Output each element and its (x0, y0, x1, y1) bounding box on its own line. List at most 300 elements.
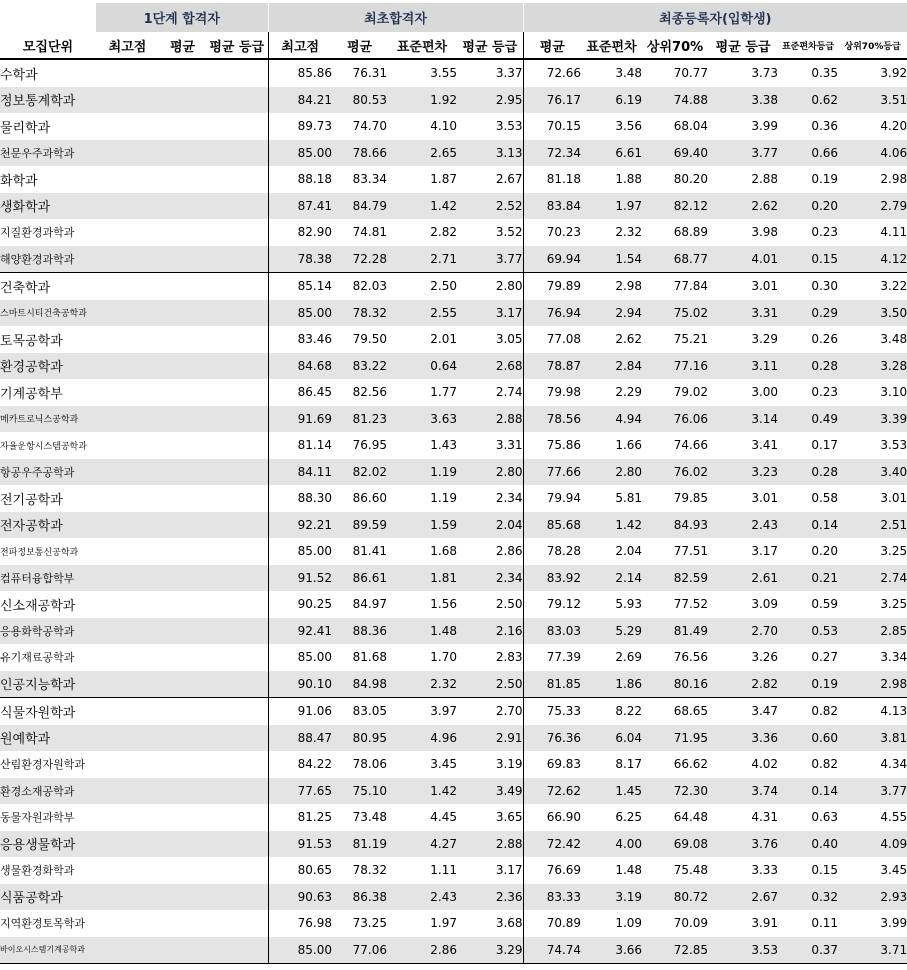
empty-cell-s1-avg (159, 671, 206, 698)
table-row (0, 406, 907, 433)
empty-cell-s1-max (96, 937, 159, 964)
value-cell-final-top70: 82.59 (642, 565, 708, 592)
unit-name-cell: 식물자원학과 (0, 698, 96, 725)
value-cell-final-top70-grade: 3.28 (838, 353, 907, 380)
empty-cell-s1-avg (159, 379, 206, 406)
col-header-unit: 모집단위 (0, 32, 96, 59)
value-cell-init-sd: 2.01 (430, 332, 457, 347)
value-cell-final-avg: 74.74 (523, 937, 581, 964)
value-cell-init-grade: 2.16 (457, 618, 523, 645)
value-cell-final-avg: 76.94 (523, 300, 581, 327)
value-cell-init-max: 84.21 (268, 87, 332, 114)
value-cell-init-grade: 2.86 (495, 544, 523, 559)
value-cell-init-avg: 81.23 (332, 406, 387, 433)
table-row (0, 140, 907, 167)
value-cell-init-sd: 1.81 (387, 565, 457, 592)
value-cell-final-top70: 68.77 (642, 246, 708, 273)
value-cell-init-grade: 2.83 (495, 650, 523, 665)
value-cell-final-avg: 66.90 (523, 804, 581, 831)
col-header-init-max: 최고점 (268, 32, 332, 59)
unit-name-cell: 산림환경자원학과 (0, 758, 86, 772)
table-row (0, 778, 907, 805)
value-cell-final-top70-grade: 3.22 (838, 273, 907, 300)
value-cell-final-top70-grade: 3.48 (880, 332, 907, 347)
value-cell-init-sd: 1.77 (430, 385, 457, 400)
empty-cell-s1-max (96, 459, 159, 486)
value-cell-init-max: 89.73 (268, 113, 332, 140)
value-cell-init-avg: 84.98 (332, 671, 387, 698)
unit-name-cell: 컴퓨터융합학부 (0, 565, 96, 592)
value-cell-final-avg: 70.89 (523, 910, 581, 937)
value-cell-init-grade: 2.50 (495, 597, 523, 612)
value-cell-final-avg: 76.69 (523, 857, 581, 884)
col-header-init-sd: 표준편차 (387, 32, 457, 59)
value-cell-init-sd: 1.97 (430, 916, 457, 931)
value-cell-final-sd-grade: 0.40 (778, 831, 838, 858)
col-header-s1-max: 최고점 (96, 32, 159, 59)
value-cell-init-sd: 1.70 (430, 650, 457, 665)
value-cell-final-avg: 79.98 (523, 379, 581, 406)
empty-cell-s1-max (96, 379, 159, 406)
value-cell-init-sd: 2.71 (387, 246, 457, 273)
value-cell-final-sd: 5.93 (615, 597, 643, 612)
empty-cell-s1-avg (159, 591, 206, 618)
group-header-blank (0, 3, 96, 32)
value-cell-final-avg: 76.17 (523, 87, 581, 114)
value-cell-final-sd-grade: 0.29 (778, 300, 838, 327)
empty-cell-s1-grade (206, 644, 268, 671)
value-cell-final-avg: 70.15 (523, 113, 581, 140)
empty-cell-s1-grade (206, 751, 268, 778)
empty-cell-s1-max (96, 804, 159, 831)
empty-cell-s1-grade (206, 804, 268, 831)
value-cell-init-max: 90.25 (268, 591, 332, 618)
table-row (0, 459, 907, 486)
value-cell-final-avg: 79.89 (523, 273, 581, 300)
empty-cell-s1-grade (206, 857, 268, 884)
empty-cell-s1-max (96, 725, 159, 752)
group-header-final-enrolled: 최종등록자(입학생) (523, 3, 907, 32)
value-cell-final-sd-grade: 0.49 (778, 406, 838, 433)
value-cell-init-sd: 2.32 (387, 671, 457, 698)
value-cell-final-top70: 76.06 (642, 406, 708, 433)
value-cell-final-avg: 81.85 (523, 671, 581, 698)
value-cell-final-grade: 2.70 (708, 618, 778, 645)
value-cell-final-sd-grade: 0.32 (778, 884, 838, 911)
value-cell-final-top70-grade: 3.34 (880, 650, 907, 665)
table-row (0, 618, 907, 645)
value-cell-init-grade: 3.17 (495, 863, 523, 878)
value-cell-final-top70-grade: 3.92 (880, 66, 907, 81)
empty-cell-s1-grade (206, 140, 268, 167)
value-cell-final-sd-grade: 0.62 (778, 87, 838, 114)
value-cell-final-grade: 3.29 (751, 332, 779, 347)
empty-cell-s1-avg (159, 618, 206, 645)
unit-name-cell: 환경공학과 (0, 353, 96, 380)
value-cell-final-top70: 79.85 (673, 491, 709, 506)
value-cell-final-top70: 75.48 (673, 863, 709, 878)
value-cell-final-top70-grade: 4.06 (838, 140, 907, 167)
value-cell-final-grade: 3.33 (751, 863, 779, 878)
value-cell-final-top70-grade: 4.09 (838, 831, 907, 858)
unit-name-cell: 응용생물학과 (0, 831, 96, 858)
unit-name-cell: 건축학과 (0, 273, 96, 300)
value-cell-init-avg: 80.95 (332, 725, 387, 752)
empty-cell-s1-avg (159, 193, 206, 220)
value-cell-final-sd: 2.32 (615, 225, 643, 240)
value-cell-init-avg: 76.31 (352, 66, 387, 81)
empty-cell-s1-max (96, 113, 159, 140)
empty-cell-s1-grade (206, 565, 268, 592)
value-cell-init-max: 81.25 (268, 804, 332, 831)
empty-cell-s1-max (96, 59, 159, 87)
value-cell-final-grade: 4.02 (751, 757, 779, 772)
value-cell-final-grade: 3.47 (708, 698, 778, 725)
value-cell-init-avg: 81.19 (332, 831, 387, 858)
value-cell-final-grade: 2.82 (708, 671, 778, 698)
value-cell-final-sd-grade: 0.23 (811, 225, 839, 240)
value-cell-final-sd-grade: 0.28 (778, 353, 838, 380)
value-cell-final-sd: 1.54 (581, 246, 642, 273)
value-cell-final-avg: 75.33 (523, 698, 581, 725)
col-header-s1-grade: 평균 등급 (206, 32, 268, 59)
empty-cell-s1-max (96, 671, 159, 698)
value-cell-final-top70: 76.56 (673, 650, 709, 665)
empty-cell-s1-grade (206, 379, 268, 406)
value-cell-final-top70: 69.08 (642, 831, 708, 858)
value-cell-init-grade: 2.36 (457, 884, 523, 911)
value-cell-final-sd-grade: 0.19 (778, 671, 838, 698)
value-cell-init-max: 84.68 (268, 353, 332, 380)
value-cell-final-avg: 79.12 (523, 591, 581, 618)
value-cell-final-sd: 3.66 (581, 937, 642, 964)
value-cell-final-sd-grade: 0.30 (778, 273, 838, 300)
empty-cell-s1-avg (159, 937, 206, 964)
unit-name-cell: 생물환경화학과 (0, 864, 75, 878)
value-cell-final-top70-grade: 3.77 (838, 778, 907, 805)
empty-cell-s1-max (96, 778, 159, 805)
value-cell-init-max: 82.90 (268, 219, 332, 246)
value-cell-init-max: 91.06 (268, 698, 332, 725)
value-cell-final-top70: 80.72 (642, 884, 708, 911)
value-cell-final-top70-grade: 2.85 (838, 618, 907, 645)
value-cell-final-top70-grade: 4.13 (838, 698, 907, 725)
value-cell-init-max: 91.53 (268, 831, 332, 858)
value-cell-final-top70: 72.30 (642, 778, 708, 805)
empty-cell-s1-max (96, 326, 159, 353)
empty-cell-s1-grade (206, 166, 268, 193)
value-cell-final-top70-grade: 3.53 (880, 438, 907, 453)
value-cell-final-avg: 69.83 (523, 751, 581, 778)
value-cell-init-sd: 1.92 (387, 87, 457, 114)
empty-cell-s1-max (96, 166, 159, 193)
empty-cell-s1-avg (159, 512, 206, 539)
unit-name-cell: 신소재공학과 (0, 598, 76, 614)
value-cell-init-avg: 86.61 (332, 565, 387, 592)
value-cell-init-max: 85.14 (268, 273, 332, 300)
value-cell-final-sd-grade: 0.66 (778, 140, 838, 167)
value-cell-init-sd: 2.55 (387, 300, 457, 327)
value-cell-final-avg: 83.92 (523, 565, 581, 592)
value-cell-final-sd: 4.94 (581, 406, 642, 433)
value-cell-init-sd: 3.97 (387, 698, 457, 725)
group-header-stage1: 1단계 합격자 (96, 3, 268, 32)
table-row (0, 831, 907, 858)
unit-name-cell: 식품공학과 (0, 884, 96, 911)
value-cell-init-max: 90.63 (268, 884, 332, 911)
value-cell-init-avg: 74.70 (352, 119, 387, 134)
value-cell-final-top70-grade: 3.40 (838, 459, 907, 486)
value-cell-final-top70: 80.20 (673, 172, 709, 187)
value-cell-final-avg: 75.86 (523, 432, 581, 459)
value-cell-final-sd: 5.81 (615, 491, 643, 506)
value-cell-final-grade: 2.67 (708, 884, 778, 911)
table-row (0, 300, 907, 327)
value-cell-final-sd-grade: 0.59 (811, 597, 839, 612)
value-cell-final-sd-grade: 0.82 (778, 698, 838, 725)
empty-cell-s1-max (96, 353, 159, 380)
value-cell-init-grade: 2.67 (495, 172, 523, 187)
value-cell-final-top70: 79.02 (673, 385, 709, 400)
value-cell-init-sd: 0.64 (387, 353, 457, 380)
col-header-final-grade: 평균 등급 (708, 32, 778, 59)
empty-cell-s1-avg (159, 113, 206, 140)
value-cell-init-max: 80.65 (268, 857, 332, 884)
value-cell-final-sd-grade: 0.53 (778, 618, 838, 645)
value-cell-final-grade: 3.01 (708, 273, 778, 300)
value-cell-final-avg: 77.08 (523, 326, 581, 353)
value-cell-final-sd-grade: 0.28 (778, 459, 838, 486)
value-cell-final-sd-grade: 0.20 (778, 193, 838, 220)
empty-cell-s1-grade (206, 87, 268, 114)
value-cell-init-sd: 2.82 (430, 225, 457, 240)
value-cell-final-grade: 3.14 (708, 406, 778, 433)
unit-name-cell: 수학과 (0, 67, 38, 83)
value-cell-final-grade: 3.38 (708, 87, 778, 114)
value-cell-final-grade: 3.98 (751, 225, 779, 240)
value-cell-init-avg: 80.53 (332, 87, 387, 114)
value-cell-final-top70-grade: 3.01 (880, 491, 907, 506)
col-header-final-top70: 상위70% (642, 32, 708, 59)
table-row (0, 884, 907, 911)
value-cell-final-avg: 83.33 (523, 884, 581, 911)
value-cell-final-grade: 3.76 (708, 831, 778, 858)
value-cell-init-avg: 76.95 (352, 438, 387, 453)
unit-name-cell: 자율운항시스템공학과 (0, 441, 87, 452)
empty-cell-s1-avg (159, 778, 206, 805)
table-row (0, 353, 907, 380)
value-cell-init-sd: 2.43 (387, 884, 457, 911)
value-cell-final-grade: 3.41 (751, 438, 779, 453)
unit-name-cell: 정보통계학과 (0, 87, 96, 114)
value-cell-final-avg: 78.87 (523, 353, 581, 380)
value-cell-final-top70: 80.16 (642, 671, 708, 698)
value-cell-final-sd-grade: 0.15 (811, 863, 839, 878)
empty-cell-s1-max (96, 751, 159, 778)
value-cell-final-sd: 1.88 (615, 172, 643, 187)
value-cell-final-top70-grade: 3.45 (880, 863, 907, 878)
empty-cell-s1-grade (206, 432, 268, 459)
value-cell-final-grade: 2.88 (751, 172, 779, 187)
empty-cell-s1-avg (159, 538, 206, 565)
value-cell-final-top70: 64.48 (673, 810, 709, 825)
value-cell-final-sd: 6.19 (581, 87, 642, 114)
value-cell-final-sd: 6.61 (581, 140, 642, 167)
value-cell-final-top70-grade: 4.11 (880, 225, 907, 240)
value-cell-init-sd: 4.27 (387, 831, 457, 858)
value-cell-init-sd: 1.19 (430, 491, 457, 506)
value-cell-init-max: 92.21 (268, 512, 332, 539)
empty-cell-s1-avg (159, 326, 206, 353)
value-cell-final-sd-grade: 0.11 (811, 916, 839, 931)
empty-cell-s1-grade (206, 193, 268, 220)
value-cell-init-avg: 72.28 (332, 246, 387, 273)
unit-name-cell: 항공우주공학과 (0, 459, 96, 486)
value-cell-final-top70: 66.62 (673, 757, 709, 772)
empty-cell-s1-max (96, 432, 159, 459)
value-cell-init-grade: 2.74 (495, 385, 523, 400)
value-cell-final-grade: 3.74 (708, 778, 778, 805)
value-cell-init-grade: 3.19 (495, 757, 523, 772)
value-cell-init-avg: 78.06 (352, 757, 387, 772)
value-cell-init-grade: 2.80 (457, 459, 523, 486)
value-cell-init-max: 85.00 (268, 937, 332, 964)
empty-cell-s1-grade (206, 59, 268, 87)
value-cell-init-grade: 2.04 (457, 512, 523, 539)
empty-cell-s1-grade (206, 353, 268, 380)
table-row (0, 246, 907, 273)
value-cell-final-sd-grade: 0.20 (811, 544, 839, 559)
value-cell-init-grade: 2.50 (457, 671, 523, 698)
value-cell-final-grade: 3.73 (751, 66, 779, 81)
value-cell-final-top70-grade: 2.79 (838, 193, 907, 220)
empty-cell-s1-avg (159, 831, 206, 858)
value-cell-final-top70-grade: 4.34 (880, 757, 907, 772)
value-cell-init-grade: 2.52 (457, 193, 523, 220)
value-cell-init-sd: 4.96 (387, 725, 457, 752)
value-cell-init-max: 85.00 (268, 644, 332, 671)
value-cell-init-grade: 2.34 (457, 565, 523, 592)
value-cell-init-max: 85.00 (268, 300, 332, 327)
value-cell-final-sd-grade: 0.21 (778, 565, 838, 592)
value-cell-init-grade: 2.34 (495, 491, 523, 506)
value-cell-final-sd: 4.00 (581, 831, 642, 858)
value-cell-init-avg: 83.05 (332, 698, 387, 725)
unit-name-cell: 천문우주과학과 (0, 140, 96, 167)
value-cell-final-grade: 3.01 (751, 491, 779, 506)
unit-name-cell: 전자공학과 (0, 512, 96, 539)
unit-name-cell: 원예학과 (0, 725, 96, 752)
empty-cell-s1-grade (206, 273, 268, 300)
table-row (0, 857, 907, 884)
unit-name-cell: 스마트시티건축공학과 (0, 300, 96, 327)
value-cell-final-top70: 71.95 (642, 725, 708, 752)
value-cell-final-sd: 2.14 (581, 565, 642, 592)
empty-cell-s1-grade (206, 725, 268, 752)
value-cell-init-grade: 3.77 (457, 246, 523, 273)
table-row (0, 538, 907, 565)
value-cell-final-sd: 3.56 (615, 119, 643, 134)
empty-cell-s1-avg (159, 406, 206, 433)
value-cell-final-top70: 75.21 (673, 332, 709, 347)
empty-cell-s1-avg (159, 273, 206, 300)
value-cell-final-top70: 70.77 (673, 66, 709, 81)
value-cell-init-max: 92.41 (268, 618, 332, 645)
value-cell-final-avg: 81.18 (523, 166, 581, 193)
unit-name-cell: 바이오시스템기계공학과 (0, 937, 96, 964)
value-cell-init-sd: 1.56 (430, 597, 457, 612)
empty-cell-s1-max (96, 831, 159, 858)
value-cell-final-sd: 2.04 (615, 544, 643, 559)
empty-cell-s1-grade (206, 778, 268, 805)
unit-name-cell: 전파정보통신공학과 (0, 547, 79, 558)
value-cell-final-top70: 74.88 (642, 87, 708, 114)
value-cell-final-sd-grade: 0.14 (778, 778, 838, 805)
value-cell-init-sd: 1.11 (430, 863, 457, 878)
value-cell-final-top70-grade: 2.93 (838, 884, 907, 911)
value-cell-final-top70-grade: 3.25 (880, 544, 907, 559)
value-cell-final-grade: 4.01 (708, 246, 778, 273)
value-cell-init-grade: 3.65 (495, 810, 523, 825)
value-cell-final-avg: 77.39 (523, 644, 581, 671)
value-cell-final-top70: 68.04 (673, 119, 709, 134)
value-cell-final-top70-grade: 3.81 (838, 725, 907, 752)
empty-cell-s1-max (96, 538, 159, 565)
table-row (0, 87, 907, 114)
value-cell-init-grade: 3.52 (495, 225, 523, 240)
value-cell-final-top70-grade: 3.25 (880, 597, 907, 612)
value-cell-final-top70: 69.40 (642, 140, 708, 167)
value-cell-init-max: 88.47 (268, 725, 332, 752)
value-cell-init-sd: 3.45 (430, 757, 457, 772)
value-cell-final-sd: 3.48 (615, 66, 643, 81)
value-cell-final-avg: 83.03 (523, 618, 581, 645)
value-cell-init-grade: 3.53 (495, 119, 523, 134)
empty-cell-s1-grade (206, 618, 268, 645)
value-cell-init-max: 91.69 (268, 406, 332, 433)
table-row (0, 379, 907, 406)
empty-cell-s1-grade (206, 538, 268, 565)
value-cell-final-sd: 2.62 (615, 332, 643, 347)
value-cell-init-avg: 82.03 (332, 273, 387, 300)
table-row (0, 273, 907, 300)
value-cell-final-top70: 74.66 (673, 438, 709, 453)
unit-name-cell: 환경소재공학과 (0, 778, 96, 805)
col-header-final-top70-grade: 상위70%등급 (838, 32, 907, 59)
value-cell-init-avg: 83.22 (332, 353, 387, 380)
value-cell-init-avg: 75.10 (332, 778, 387, 805)
value-cell-final-top70-grade: 4.55 (880, 810, 907, 825)
empty-cell-s1-avg (159, 857, 206, 884)
value-cell-final-grade: 4.31 (751, 810, 779, 825)
empty-cell-s1-max (96, 698, 159, 725)
value-cell-init-avg: 74.81 (352, 225, 387, 240)
table-row (0, 219, 907, 246)
value-cell-final-sd-grade: 0.15 (778, 246, 838, 273)
value-cell-final-avg: 72.34 (523, 140, 581, 167)
empty-cell-s1-avg (159, 910, 206, 937)
value-cell-final-top70-grade: 4.12 (838, 246, 907, 273)
value-cell-init-grade: 3.37 (495, 66, 523, 81)
value-cell-init-avg: 82.56 (352, 385, 387, 400)
value-cell-final-grade: 3.36 (708, 725, 778, 752)
value-cell-final-avg: 78.28 (523, 538, 581, 565)
value-cell-final-sd: 8.17 (615, 757, 643, 772)
value-cell-final-top70: 68.65 (642, 698, 708, 725)
empty-cell-s1-avg (159, 353, 206, 380)
value-cell-init-sd: 4.45 (430, 810, 457, 825)
value-cell-final-top70-grade: 3.99 (880, 916, 907, 931)
